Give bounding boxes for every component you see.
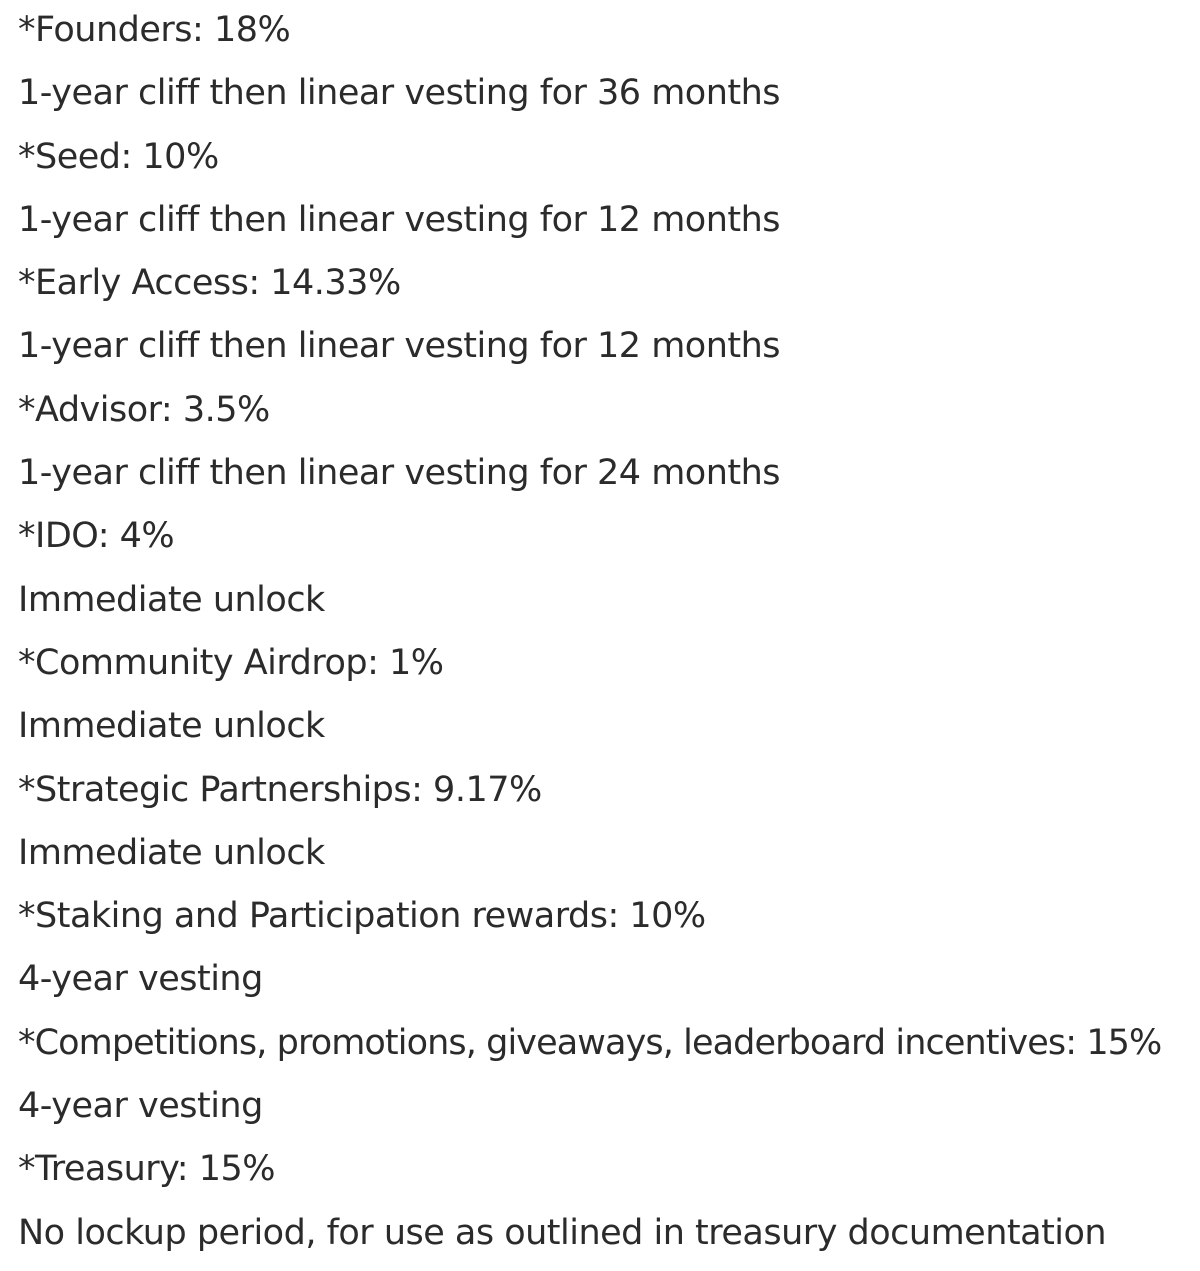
- allocation-schedule-community-airdrop: Immediate unlock: [18, 706, 325, 747]
- allocation-schedule-competitions: 4-year vesting: [18, 1086, 263, 1127]
- allocation-label-founders: *Founders: 18%: [18, 10, 291, 50]
- allocation-label-early-access: *Early Access: 14.33%: [18, 263, 401, 304]
- allocation-schedule-advisor: 1-year cliff then linear vesting for 24 months: [18, 453, 781, 494]
- allocation-label-treasury: *Treasury: 15%: [18, 1149, 276, 1190]
- allocation-label-competitions: *Competitions, promotions, giveaways, leaderboard incentives: 15%: [18, 1022, 1162, 1063]
- allocation-label-staking-rewards: *Staking and Participation rewards: 10%: [18, 896, 706, 937]
- allocation-schedule-ido: Immediate unlock: [18, 579, 325, 620]
- allocation-label-ido: *IDO: 4%: [18, 516, 175, 557]
- allocation-label-advisor: *Advisor: 3.5%: [18, 389, 270, 430]
- allocation-schedule-seed: 1-year cliff then linear vesting for 12 months: [18, 199, 781, 240]
- allocation-schedule-treasury: No lockup period, for use as outlined in treasury documentation: [18, 1212, 1107, 1253]
- allocation-label-seed: *Seed: 10%: [18, 136, 219, 177]
- allocation-schedule-early-access: 1-year cliff then linear vesting for 12 months: [18, 326, 781, 367]
- allocation-schedule-strategic-partnerships: Immediate unlock: [18, 832, 325, 873]
- allocation-schedule-founders: 1-year cliff then linear vesting for 36 months: [18, 73, 781, 114]
- allocation-label-community-airdrop: *Community Airdrop: 1%: [18, 642, 444, 683]
- token-allocation-list: [18, 5, 1200, 1271]
- allocation-label-strategic-partnerships: *Strategic Partnerships: 9.17%: [18, 769, 542, 810]
- allocation-schedule-staking-rewards: 4-year vesting: [18, 959, 263, 1000]
